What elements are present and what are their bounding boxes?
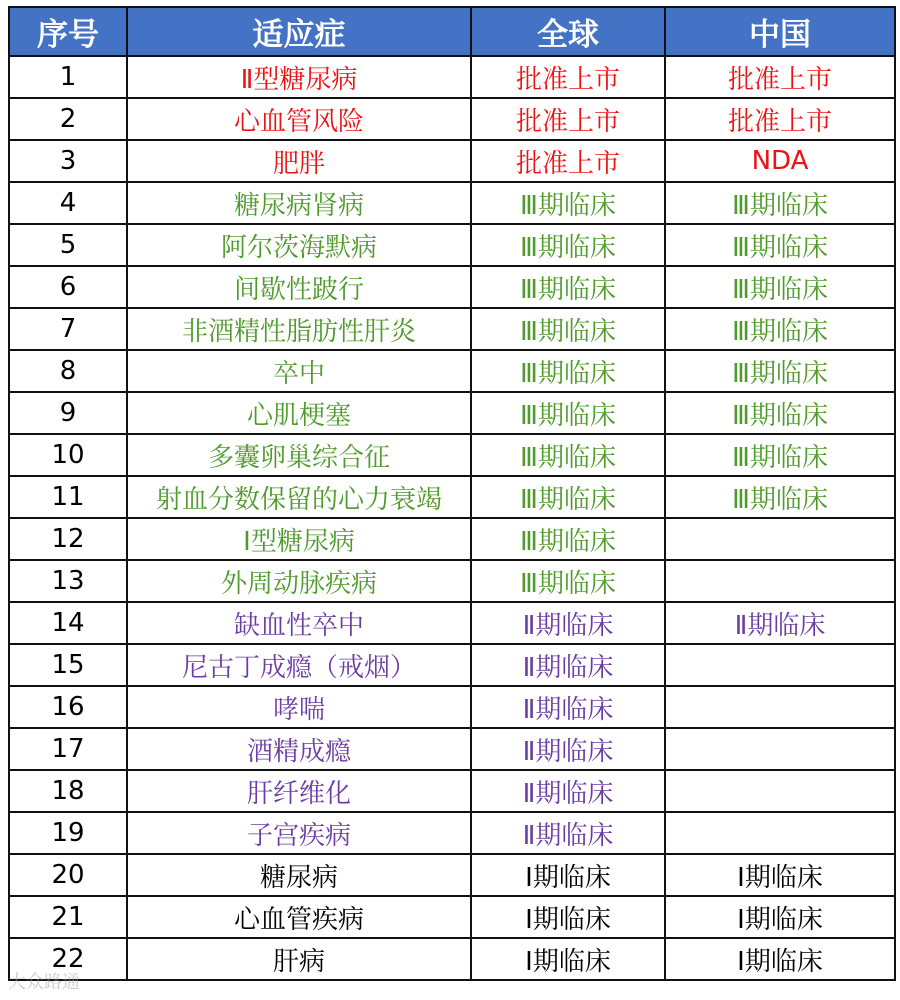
cell-no: 5 bbox=[9, 224, 127, 266]
cell-no: 16 bbox=[9, 686, 127, 728]
watermark: 大众路通 bbox=[8, 972, 80, 993]
cell-indication: 卒中 bbox=[127, 350, 471, 392]
cell-no: 19 bbox=[9, 812, 127, 854]
cell-global-status: Ⅲ期临床 bbox=[471, 518, 665, 560]
indications-table bbox=[8, 6, 896, 981]
table-row bbox=[9, 728, 895, 770]
cell-china-status bbox=[665, 728, 895, 770]
cell-china-status: 批准上市 bbox=[665, 56, 895, 98]
table-row bbox=[9, 434, 895, 476]
table-row bbox=[9, 896, 895, 938]
table-row bbox=[9, 140, 895, 182]
cell-china-status: 批准上市 bbox=[665, 98, 895, 140]
header-row bbox=[9, 7, 895, 56]
cell-no: 22 bbox=[9, 938, 127, 980]
cell-no: 20 bbox=[9, 854, 127, 896]
cell-global-status: Ⅲ期临床 bbox=[471, 350, 665, 392]
cell-global-status: Ⅲ期临床 bbox=[471, 560, 665, 602]
cell-no: 2 bbox=[9, 98, 127, 140]
cell-global-status: Ⅱ期临床 bbox=[471, 686, 665, 728]
cell-no: 8 bbox=[9, 350, 127, 392]
cell-global-status: Ⅱ期临床 bbox=[471, 602, 665, 644]
cell-global-status: 批准上市 bbox=[471, 56, 665, 98]
cell-global-status: Ⅱ期临床 bbox=[471, 770, 665, 812]
table-row bbox=[9, 770, 895, 812]
table-row bbox=[9, 266, 895, 308]
cell-global-status: Ⅰ期临床 bbox=[471, 854, 665, 896]
cell-indication: 心肌梗塞 bbox=[127, 392, 471, 434]
cell-indication: 尼古丁成瘾（戒烟） bbox=[127, 644, 471, 686]
cell-indication: 非酒精性脂肪性肝炎 bbox=[127, 308, 471, 350]
table-row bbox=[9, 350, 895, 392]
cell-no: 12 bbox=[9, 518, 127, 560]
table-row bbox=[9, 56, 895, 98]
cell-china-status: Ⅲ期临床 bbox=[665, 476, 895, 518]
cell-no: 6 bbox=[9, 266, 127, 308]
cell-global-status: Ⅰ期临床 bbox=[471, 896, 665, 938]
table-row bbox=[9, 602, 895, 644]
cell-global-status: Ⅲ期临床 bbox=[471, 308, 665, 350]
cell-indication: 间歇性跛行 bbox=[127, 266, 471, 308]
cell-no: 18 bbox=[9, 770, 127, 812]
cell-global-status: Ⅱ期临床 bbox=[471, 728, 665, 770]
cell-indication: 肝病 bbox=[127, 938, 471, 980]
cell-china-status: Ⅲ期临床 bbox=[665, 350, 895, 392]
cell-no: 7 bbox=[9, 308, 127, 350]
table-row bbox=[9, 560, 895, 602]
cell-china-status: Ⅲ期临床 bbox=[665, 224, 895, 266]
cell-china-status: Ⅲ期临床 bbox=[665, 182, 895, 224]
cell-china-status bbox=[665, 812, 895, 854]
cell-indication: 糖尿病肾病 bbox=[127, 182, 471, 224]
cell-china-status: Ⅰ期临床 bbox=[665, 896, 895, 938]
cell-indication: 心血管疾病 bbox=[127, 896, 471, 938]
cell-global-status: Ⅲ期临床 bbox=[471, 266, 665, 308]
cell-indication: 子宫疾病 bbox=[127, 812, 471, 854]
cell-china-status: Ⅲ期临床 bbox=[665, 266, 895, 308]
cell-china-status: Ⅲ期临床 bbox=[665, 308, 895, 350]
cell-no: 13 bbox=[9, 560, 127, 602]
cell-china-status bbox=[665, 560, 895, 602]
cell-global-status: Ⅰ期临床 bbox=[471, 938, 665, 980]
table-row bbox=[9, 686, 895, 728]
cell-global-status: Ⅲ期临床 bbox=[471, 434, 665, 476]
cell-global-status: 批准上市 bbox=[471, 98, 665, 140]
table-row bbox=[9, 224, 895, 266]
cell-indication: 心血管风险 bbox=[127, 98, 471, 140]
cell-no: 3 bbox=[9, 140, 127, 182]
cell-no: 1 bbox=[9, 56, 127, 98]
cell-indication: 外周动脉疾病 bbox=[127, 560, 471, 602]
cell-indication: Ⅰ型糖尿病 bbox=[127, 518, 471, 560]
cell-no: 10 bbox=[9, 434, 127, 476]
cell-china-status: Ⅲ期临床 bbox=[665, 434, 895, 476]
cell-china-status bbox=[665, 686, 895, 728]
cell-china-status: Ⅰ期临床 bbox=[665, 938, 895, 980]
cell-global-status: Ⅲ期临床 bbox=[471, 224, 665, 266]
table-row bbox=[9, 938, 895, 980]
cell-no: 17 bbox=[9, 728, 127, 770]
table-row bbox=[9, 854, 895, 896]
cell-indication: 射血分数保留的心力衰竭 bbox=[127, 476, 471, 518]
cell-indication: 酒精成瘾 bbox=[127, 728, 471, 770]
cell-china-status bbox=[665, 644, 895, 686]
table-row bbox=[9, 308, 895, 350]
cell-no: 14 bbox=[9, 602, 127, 644]
cell-no: 21 bbox=[9, 896, 127, 938]
cell-indication: 肝纤维化 bbox=[127, 770, 471, 812]
cell-china-status bbox=[665, 518, 895, 560]
table-row bbox=[9, 644, 895, 686]
cell-global-status: Ⅱ期临床 bbox=[471, 644, 665, 686]
cell-global-status: Ⅱ期临床 bbox=[471, 812, 665, 854]
cell-global-status: Ⅲ期临床 bbox=[471, 476, 665, 518]
table-row bbox=[9, 812, 895, 854]
table-row bbox=[9, 98, 895, 140]
cell-no: 9 bbox=[9, 392, 127, 434]
table-row bbox=[9, 476, 895, 518]
table-row bbox=[9, 518, 895, 560]
cell-indication: 阿尔茨海默病 bbox=[127, 224, 471, 266]
table-row bbox=[9, 182, 895, 224]
cell-china-status: NDA bbox=[665, 140, 895, 182]
cell-indication: 多囊卵巢综合征 bbox=[127, 434, 471, 476]
header-china: 中国 bbox=[665, 7, 895, 56]
cell-global-status: Ⅲ期临床 bbox=[471, 392, 665, 434]
cell-no: 15 bbox=[9, 644, 127, 686]
header-global: 全球 bbox=[471, 7, 665, 56]
cell-indication: 缺血性卒中 bbox=[127, 602, 471, 644]
cell-no: 11 bbox=[9, 476, 127, 518]
cell-indication: 哮喘 bbox=[127, 686, 471, 728]
table-row bbox=[9, 392, 895, 434]
cell-indication: 糖尿病 bbox=[127, 854, 471, 896]
cell-indication: Ⅱ型糖尿病 bbox=[127, 56, 471, 98]
header-no: 序号 bbox=[9, 7, 127, 56]
cell-china-status: Ⅱ期临床 bbox=[665, 602, 895, 644]
cell-china-status: Ⅰ期临床 bbox=[665, 854, 895, 896]
cell-china-status bbox=[665, 770, 895, 812]
cell-china-status: Ⅲ期临床 bbox=[665, 392, 895, 434]
cell-global-status: 批准上市 bbox=[471, 140, 665, 182]
cell-indication: 肥胖 bbox=[127, 140, 471, 182]
header-indication: 适应症 bbox=[127, 7, 471, 56]
cell-no: 4 bbox=[9, 182, 127, 224]
cell-global-status: Ⅲ期临床 bbox=[471, 182, 665, 224]
